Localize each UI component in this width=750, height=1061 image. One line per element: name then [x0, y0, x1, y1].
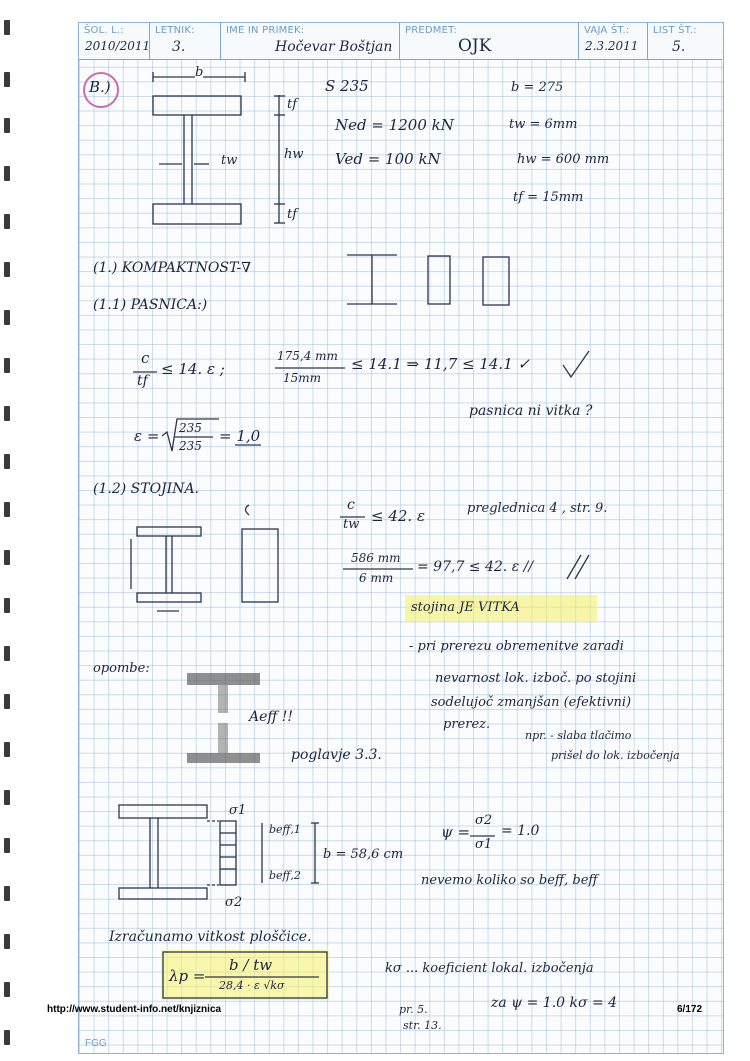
letnik-value: 3.	[172, 39, 186, 55]
dim-tf-top: tf	[287, 97, 298, 112]
web-rect	[242, 529, 278, 602]
dim-tw: tw	[221, 153, 238, 168]
za-psi-note: za ψ = 1.0 kσ = 4	[491, 995, 618, 1011]
note-line-4: prerez.	[443, 717, 491, 732]
ned-value: Ned = 1200 kN	[335, 116, 454, 134]
i-beam-web	[131, 527, 201, 611]
tf-value: tf = 15mm	[513, 190, 584, 205]
list-value: 5.	[672, 39, 686, 55]
section-1-2-title: (1.2) STOJINA.	[93, 481, 199, 497]
ime-value: Hočevar Boštjan	[275, 39, 393, 55]
psi-result: = 1.0	[501, 823, 540, 839]
ksigma-note: kσ ... koeficient lokal. izbočenja	[385, 961, 594, 976]
f4-rhs: = 97,7 ≤ 42. ε //	[417, 559, 534, 575]
i-beam-main	[153, 72, 285, 224]
grid-sheet	[78, 22, 724, 1054]
f4-num: 586 mm	[351, 551, 401, 565]
section-1-1-title: (1.1) PASNICA:)	[93, 297, 208, 313]
b-value: b = 275	[511, 80, 564, 95]
note-line-1: - pri prerezu obremenitve zaradi	[409, 639, 624, 654]
izracunamo-note: Izračunamo vitkost ploščice.	[109, 929, 312, 945]
psi-den: σ1	[475, 837, 493, 852]
eps-result: = 1,0	[219, 427, 261, 445]
lambda-den: 28,4 · ε √kσ	[219, 979, 285, 992]
eps-lhs: ε =	[134, 427, 160, 445]
note-line-3: sodelujoč zmanjšan (efektivni)	[431, 695, 632, 710]
check-mark	[563, 351, 589, 377]
note-line-5: npr. - slaba tlačimo	[525, 729, 632, 742]
f2-rhs: ≤ 14.1 ⇒ 11,7 ≤ 14.1 ✓	[351, 355, 531, 373]
tw-value: tw = 6mm	[509, 117, 578, 132]
page-counter: 6/172	[677, 1004, 703, 1015]
note-line-2: nevarnost lok. izboč. po stojini	[435, 671, 637, 686]
f4-den: 6 mm	[359, 571, 394, 585]
hw-value: hw = 600 mm	[517, 152, 610, 167]
vaja-label: VAJA ŠT.:	[584, 25, 630, 36]
dim-hw: hw	[284, 147, 304, 162]
beff2-label: beff,2	[269, 869, 301, 882]
stress-sketch	[119, 805, 319, 899]
dim-b: b	[195, 65, 204, 80]
vaja-value: 2.3.2011	[585, 39, 639, 53]
lambda-num: b / tw	[229, 956, 273, 974]
sigma-2: σ2	[225, 895, 243, 910]
letnik-label: LETNIK:	[155, 25, 195, 36]
predmet-value: OJK	[458, 36, 492, 56]
ref-page: str. 13.	[403, 1019, 442, 1032]
opombe-label: opombe:	[93, 661, 150, 676]
f1-num: c	[141, 349, 150, 367]
list-label: LIST ŠT.:	[653, 25, 697, 36]
pasnica-note: pasnica ni vitka ?	[469, 403, 593, 419]
eps-num: 235	[179, 421, 202, 435]
f3-ref: preglednica 4 , str. 9.	[467, 501, 608, 516]
poglavje-label: poglavje 3.3.	[291, 747, 382, 763]
beff1-label: beff,1	[269, 823, 301, 836]
steel-grade: S 235	[325, 77, 369, 95]
f3-num: c	[347, 497, 355, 513]
sol-value: 2010/2011	[85, 39, 151, 53]
predmet-label: PREDMET:	[405, 25, 457, 36]
psi-lhs: ψ =	[441, 823, 471, 841]
f2-den: 15mm	[283, 371, 322, 385]
psi-num: σ2	[475, 813, 493, 828]
b-cm-label: b = 58,6 cm	[323, 847, 404, 862]
f1-den: tf	[137, 373, 148, 389]
f2-num: 175,4 mm	[277, 349, 338, 363]
f3-rhs: ≤ 42. ε	[371, 507, 426, 525]
dim-tf-bottom: tf	[287, 207, 298, 222]
section-1-title: (1.) KOMPAKTNOST-∇	[93, 260, 252, 276]
eps-den: 235	[179, 439, 202, 453]
nevemo-note: nevemo koliko so beff, beff	[421, 873, 598, 888]
ved-value: Ved = 100 kN	[335, 150, 441, 168]
source-url-link[interactable]: http://www.student-info.net/knjiznica	[47, 1004, 222, 1015]
sigma-1: σ1	[229, 803, 247, 818]
sol-label: ŠOL. L.:	[84, 25, 124, 36]
stojina-vitka: stojina JE VITKA	[411, 600, 520, 615]
b-marker: B.)	[89, 78, 111, 96]
ref-table: pr. 5.	[399, 1003, 428, 1016]
sketches	[79, 23, 723, 1053]
aeff-label: Aeff !!	[249, 709, 294, 725]
f3-den: tw	[343, 517, 360, 532]
note-line-6: prišel do lok. izbočenja	[551, 749, 680, 762]
f1-rhs: ≤ 14. ε ;	[161, 360, 225, 378]
ime-label: IME IN PRIMEK:	[226, 25, 305, 36]
section-shapes	[347, 255, 509, 305]
fgg-logo: FGG	[85, 1038, 107, 1049]
lambda-lhs: λp =	[169, 967, 206, 985]
